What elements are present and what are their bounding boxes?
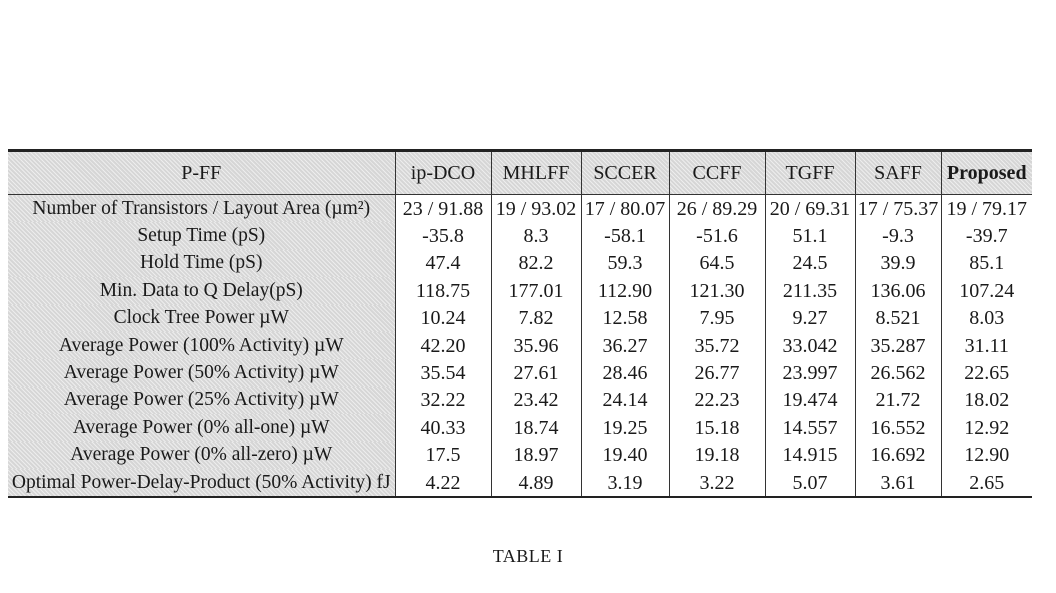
table-cell: 10.24 (395, 305, 491, 332)
table-cell: 17.5 (395, 442, 491, 469)
table-cell: 35.287 (855, 332, 941, 359)
table-cell: 16.692 (855, 442, 941, 469)
table-caption: TABLE I (492, 546, 564, 566)
table-cell: 40.33 (395, 414, 491, 441)
header-cell-sccer: SCCER (581, 151, 669, 195)
table-cell: 7.95 (669, 305, 765, 332)
table-cell: 121.30 (669, 277, 765, 304)
table-cell: 18.02 (941, 387, 1032, 414)
table-cell: 85.1 (941, 250, 1032, 277)
row-label: Setup Time (pS) (8, 222, 395, 249)
table-cell: 16.552 (855, 414, 941, 441)
table-cell: 59.3 (581, 250, 669, 277)
table-body (8, 195, 1032, 498)
row-label: Min. Data to Q Delay(pS) (8, 277, 395, 304)
header-cell-mhlff: MHLFF (491, 151, 581, 195)
table-cell: 23.42 (491, 387, 581, 414)
table-cell: 26.562 (855, 359, 941, 386)
table-cell: 8.3 (491, 222, 581, 249)
table-cell: 26.77 (669, 359, 765, 386)
table-cell: 23 / 91.88 (395, 195, 491, 223)
row-label: Average Power (50% Activity) µW (8, 359, 395, 386)
table-cell: 26 / 89.29 (669, 195, 765, 223)
table-row (8, 442, 1032, 469)
table-cell: -58.1 (581, 222, 669, 249)
table-cell: 35.54 (395, 359, 491, 386)
table-cell: 24.5 (765, 250, 855, 277)
table-row (8, 359, 1032, 386)
table-cell: 12.90 (941, 442, 1032, 469)
table-cell: 19.474 (765, 387, 855, 414)
row-label: Average Power (25% Activity) µW (8, 387, 395, 414)
table-cell: 82.2 (491, 250, 581, 277)
table-cell: 21.72 (855, 387, 941, 414)
header-cell-tgff: TGFF (765, 151, 855, 195)
table-cell: 19.18 (669, 442, 765, 469)
table-header (8, 151, 1032, 195)
table-cell: 20 / 69.31 (765, 195, 855, 223)
table-row (8, 469, 1032, 497)
table-cell: -51.6 (669, 222, 765, 249)
table-cell: 107.24 (941, 277, 1032, 304)
header-cell-proposed: Proposed (941, 151, 1032, 195)
table-cell: 112.90 (581, 277, 669, 304)
row-label: Average Power (0% all-one) µW (8, 414, 395, 441)
table-cell: 19.40 (581, 442, 669, 469)
table-cell: 12.58 (581, 305, 669, 332)
table-cell: 15.18 (669, 414, 765, 441)
row-label: Average Power (100% Activity) µW (8, 332, 395, 359)
table-cell: 9.27 (765, 305, 855, 332)
comparison-table (8, 149, 1032, 498)
table-cell: 23.997 (765, 359, 855, 386)
table-cell: 4.22 (395, 469, 491, 497)
table-cell: 211.35 (765, 277, 855, 304)
table-cell: 33.042 (765, 332, 855, 359)
header-cell-ccff: CCFF (669, 151, 765, 195)
table-cell: 136.06 (855, 277, 941, 304)
table-cell: 4.89 (491, 469, 581, 497)
table-cell: -9.3 (855, 222, 941, 249)
table-cell: 3.61 (855, 469, 941, 497)
table-cell: 64.5 (669, 250, 765, 277)
table-cell: 17 / 80.07 (581, 195, 669, 223)
table-cell: 35.96 (491, 332, 581, 359)
table-cell: 42.20 (395, 332, 491, 359)
table-cell: 3.22 (669, 469, 765, 497)
table-row (8, 332, 1032, 359)
table-cell: 3.19 (581, 469, 669, 497)
table-cell: 7.82 (491, 305, 581, 332)
table-row (8, 195, 1032, 223)
table-cell: 22.23 (669, 387, 765, 414)
table-cell: 18.97 (491, 442, 581, 469)
table-cell: 8.521 (855, 305, 941, 332)
table-cell: 28.46 (581, 359, 669, 386)
table-cell: 24.14 (581, 387, 669, 414)
header-cell-pff: P-FF (8, 151, 395, 195)
table-cell: 177.01 (491, 277, 581, 304)
table-cell: 17 / 75.37 (855, 195, 941, 223)
table-row (8, 277, 1032, 304)
table-cell: 31.11 (941, 332, 1032, 359)
table-row (8, 222, 1032, 249)
table-row (8, 387, 1032, 414)
table-cell: 36.27 (581, 332, 669, 359)
table-cell: 51.1 (765, 222, 855, 249)
row-label: Number of Transistors / Layout Area (µm²) (8, 195, 395, 223)
table-cell: -39.7 (941, 222, 1032, 249)
table-row (8, 250, 1032, 277)
table-row (8, 305, 1032, 332)
table-cell: 5.07 (765, 469, 855, 497)
table-cell: 47.4 (395, 250, 491, 277)
table-cell: 27.61 (491, 359, 581, 386)
table-row (8, 414, 1032, 441)
table-cell: 118.75 (395, 277, 491, 304)
table-cell: 14.915 (765, 442, 855, 469)
table-cell: 2.65 (941, 469, 1032, 497)
row-label: Optimal Power-Delay-Product (50% Activity) fJ (8, 469, 395, 497)
table-cell: 32.22 (395, 387, 491, 414)
row-label: Clock Tree Power µW (8, 305, 395, 332)
table-cell: 12.92 (941, 414, 1032, 441)
header-cell-ip-dco: ip-DCO (395, 151, 491, 195)
table-cell: 18.74 (491, 414, 581, 441)
table-cell: -35.8 (395, 222, 491, 249)
table-cell: 39.9 (855, 250, 941, 277)
table-cell: 8.03 (941, 305, 1032, 332)
table-cell: 22.65 (941, 359, 1032, 386)
table-cell: 35.72 (669, 332, 765, 359)
header-cell-saff: SAFF (855, 151, 941, 195)
table-cell: 19 / 93.02 (491, 195, 581, 223)
table-cell: 19.25 (581, 414, 669, 441)
row-label: Hold Time (pS) (8, 250, 395, 277)
header-row (8, 151, 1032, 195)
row-label: Average Power (0% all-zero) µW (8, 442, 395, 469)
table-cell: 19 / 79.17 (941, 195, 1032, 223)
table-cell: 14.557 (765, 414, 855, 441)
